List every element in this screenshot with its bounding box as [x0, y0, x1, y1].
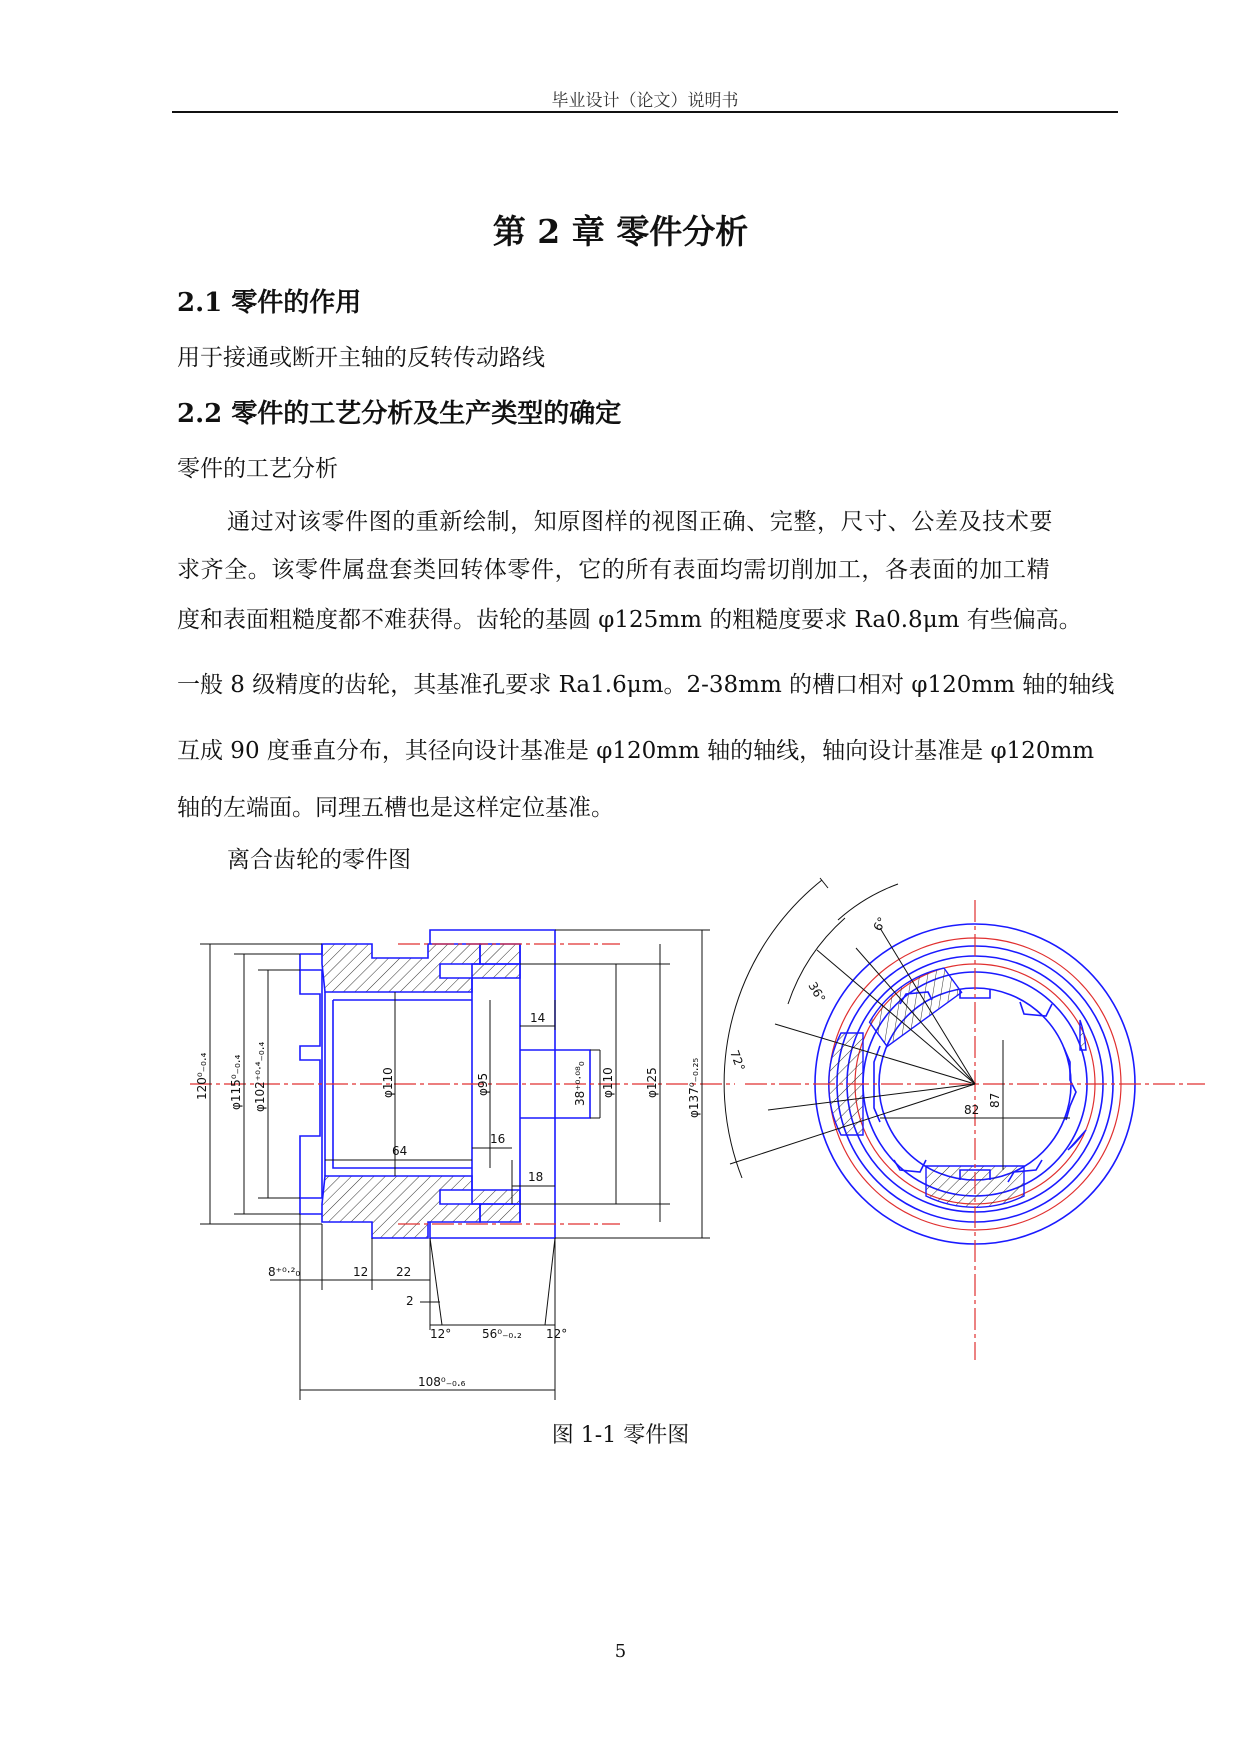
dim-56: 56⁰₋₀.₂	[482, 1327, 522, 1341]
dim-phi125: φ125	[645, 1067, 659, 1098]
paragraph-line: 度和表面粗糙度都不难获得。齿轮的基圆 φ125mm 的粗糙度要求 Ra0.8μm 有些偏高。	[177, 607, 1082, 633]
dim-angle-36: 36°	[805, 979, 829, 1005]
hatched-hub-top	[472, 964, 520, 978]
figure-intro: 离合齿轮的零件图	[227, 847, 411, 873]
dim-120: 120⁰₋₀.₄	[195, 1052, 209, 1100]
dim-phi137: φ137⁰₋₀.₂₅	[687, 1057, 701, 1118]
section-heading-2-1: 2.1 零件的作用	[177, 288, 362, 318]
dim-14: 14	[530, 1011, 546, 1025]
paragraph-line: 一般 8 级精度的齿轮，其基准孔要求 Ra1.6μm。2-38mm 的槽口相对 φ120mm 轴的轴线	[177, 672, 1115, 698]
dim-phi115: φ115⁰₋₀.₄	[229, 1054, 243, 1110]
section-text-2-1: 用于接通或断开主轴的反转传动路线	[177, 345, 545, 371]
subheading-process-analysis: 零件的工艺分析	[177, 456, 338, 482]
dim-angle-12-left: 12°	[430, 1327, 452, 1341]
dim-phi110-hub: φ110	[601, 1067, 615, 1098]
dim-22: 22	[396, 1265, 412, 1279]
hatched-wall-top	[322, 944, 480, 992]
dim-angle-6: 6°	[870, 914, 890, 934]
paragraph-line: 互成 90 度垂直分布，其径向设计基准是 φ120mm 轴的轴线，轴向设计基准是 φ120mm	[177, 738, 1095, 764]
dim-12: 12	[353, 1265, 369, 1279]
dim-108: 108⁰₋₀.₆	[418, 1375, 466, 1389]
dim-phi95: φ95	[476, 1072, 490, 1096]
hatched-wall-bottom	[322, 1176, 480, 1238]
dim-64: 64	[392, 1144, 408, 1158]
dim-16: 16	[490, 1132, 506, 1146]
dim-8: 8⁺⁰·²₀	[268, 1265, 301, 1279]
chapter-title: 第 2 章 零件分析	[492, 212, 749, 251]
section-heading-2-2: 2.2 零件的工艺分析及生产类型的确定	[177, 399, 622, 429]
hatched-block-top	[480, 944, 520, 964]
running-header: 毕业设计（论文）说明书	[551, 91, 739, 111]
dim-phi110-bore: φ110	[381, 1067, 395, 1098]
dim-angle-72: 72°	[727, 1048, 748, 1074]
dim-18: 18	[528, 1170, 544, 1184]
page-number: 5	[614, 1641, 627, 1662]
hatched-hub-bottom	[472, 1190, 520, 1204]
dim-87: 87	[988, 1092, 1002, 1108]
dim-2: 2	[406, 1294, 414, 1308]
hatched-block-bottom	[480, 1204, 520, 1222]
dim-82: 82	[964, 1103, 980, 1117]
outer-contour	[300, 944, 322, 1214]
end-view-centerlines	[745, 900, 1205, 1360]
dim-phi102: φ102⁺⁰·⁴₋₀.₄	[253, 1041, 267, 1112]
paragraph-line: 求齐全。该零件属盘套类回转体零件，它的所有表面均需切削加工，各表面的加工精	[177, 557, 1051, 583]
dim-slot-38: 38⁺⁰·⁰⁸₀	[573, 1061, 587, 1106]
figure-caption: 图 1-1 零件图	[551, 1423, 690, 1448]
paragraph-line: 轴的左端面。同理五槽也是这样定位基准。	[177, 795, 614, 821]
dim-angle-12-right: 12°	[546, 1327, 568, 1341]
paragraph-line: 通过对该零件图的重新绘制，知原图样的视图正确、完整，尺寸、公差及技术要	[227, 509, 1053, 535]
